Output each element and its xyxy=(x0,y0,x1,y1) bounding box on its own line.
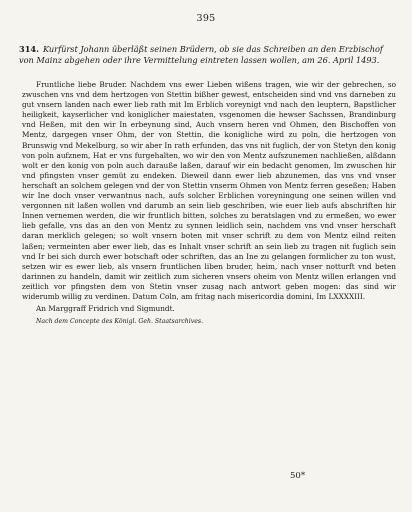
page-number: 395 xyxy=(196,13,216,24)
document-title: Kurfürst Johann überläßt seinen Brüdern, ob sie das Schreiben an den Erzbischof von Mainz abgehen oder ihre Vermittelung eintreten lassen wollen, am 26. April 1493. xyxy=(19,44,383,65)
salutation: Fruntliche liebe Bruder. xyxy=(36,80,127,89)
main-text: Nachdem vns ewer Lieben wißens tragen, wie wir der gebrechen, so zwuschen vns vnd dem hertzogen von Stettin bißher gewest, entscheiden sind vnd vns darneben zu gut vnsern landen nach ewer lieb rath mit Im Erblich voreynigt vnd nach den leuptern, Bapstlicher heiligkeit, kayserlicher vnd koniglicher maiestaten, vsgenomen die hewser Sachssen, Brandinburg vnd Heßen, mit den wir In erbeynung sind, Auch vnsern heren vnd Ohmen, den Bischoffen von Mentz, dargegen vnser Ohm, der von Stettin, die konigliche wird zu poln, die hertzogen von Brunswig vnd Mekelburg, so wir aber In rath erfunden, das vns nit fuglich, der von Stetyn den konig von poln aufznem, Hat er vns furgehalten, wo wir den von Mentz aufszunemen nachließen, alßdann wolt er den konig von poln auch darauße laßen, darauf wir ein bedacht genomen, Im zwuschen hir vnd pfingsten vnser gemüt zu endeken. Dieweil dann ewer lieb abzunemen, das vns vnd vnser herschaft an solchem gelegen vnd der von Stettin vnserm Ohmen von Mentz ferren geseßen; Haben wir Ine doch vnser verwantnus nach, aufs solcher Erblichen voreyningung one seinen willen vnd vergonnen nit laßen wollen vnd darumb an sein lieb geschriben, wie euer lieb aufs abschriften hir Innen vernemen werden, die wir fruntlich bitten, solches zu beratslagen vnd zu ermeßen, wo ewer lieb gefalle, vns das an den von Mentz zu synnen leidlich sein, nachdem vns vnd vnser herschaft daran merklich gelegen; so wolt vnsern boten mit vnser schrift zu dem von Mentz eilnd reiten laßen; vermeinten aber ewer lieb, das es Inhalt vnser schrift an sein lieb zu tragen nit fuglich sein vnd Ir bei sich durch ewer botschaft oder schriften, das an Ine zu gelangen formlicher zu ton wust, setzen wir es ewer lieb, als vnsern fruntlichen liben bruder, heim, nach vnser notturft vnd beten darinnen zu handeln, damit wir zeitlich zum sicheren vnsers oheim von Mentz willen erlangen vnd zeitlich vor pfingsten dem von Stetin vnser zusag nach antwort geben mogen: das sind wir widerumb willig zu verdinen. Datum Coln, am fritag nach misericordia domini, Im LXXXXIII. xyxy=(22,80,396,301)
document-body xyxy=(22,80,396,327)
letter-text xyxy=(22,80,396,302)
source-note: Nach dem Concepte des Königl. Geh. Staatsarchives. xyxy=(36,318,204,326)
document-number: 314. xyxy=(19,44,39,54)
document-heading xyxy=(19,44,399,66)
recipient-line: An Marggraff Fridrich vnd Sigmundt. xyxy=(36,304,175,314)
signature-mark: 50* xyxy=(290,471,306,481)
